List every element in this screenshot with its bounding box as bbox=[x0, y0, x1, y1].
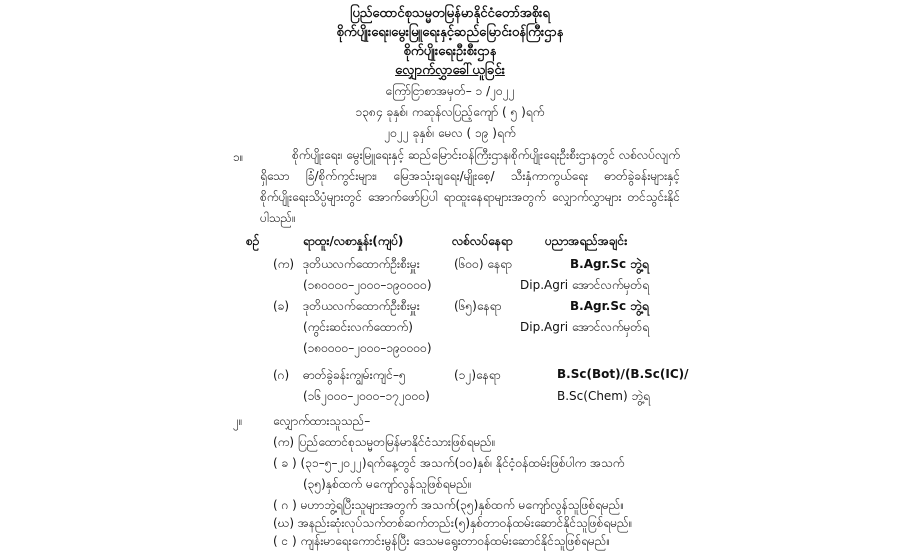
table-header-post: ရာထူး/လစာနှုန်း(ကျပ်) bbox=[303, 234, 404, 248]
row-b-scale: (၁၈၀၀၀၀–၂၀၀၀–၁၉၀၀၀၀) bbox=[303, 341, 432, 355]
table-header-qualification: ပညာအရည်အချင်း bbox=[545, 234, 628, 248]
para1-number: ၁။ bbox=[233, 150, 244, 164]
row-b-vacancy: (၆၅)နေရာ bbox=[454, 299, 502, 313]
requirement-e: ( င ) ကျန်းမာရေးကောင်းမွန်ပြီး ဒေသမရွေးတာဝန်ထမ်းဆောင်နိုင်သူဖြစ်ရမည်။ bbox=[273, 534, 611, 548]
row-b-post-detail: (ကွင်းဆင်းလက်ထောက်) bbox=[303, 320, 413, 334]
row-c-no: (ဂ) bbox=[273, 368, 290, 382]
header-department: စိုက်ပျိုးရေးဦးစီးဌာန bbox=[403, 44, 497, 59]
table-header-vacancy: လစ်လပ်နေရာ bbox=[452, 234, 513, 248]
row-c-scale: (၁၆၂၀၀၀–၂၀၀၀–၁၇၂၀၀၀) bbox=[303, 389, 430, 403]
requirement-c: ( ဂ ) မဟာဘွဲ့ရပြီးသူများအတွက် အသက်(၃၅)နှစ်ထက် မကျော်လွန်သူဖြစ်ရမည်။ bbox=[273, 498, 625, 512]
para1-body: စိုက်ပျိုးရေး၊ မွေးမြူရေးနှင့် ဆည်မြောင်းဝန်ကြီးဌာန၊စိုက်ပျိုးရေးဦးစီးဌာနတွင် လစ်လပ်လျက်ရှိသော ခြံ/စိုက်ကွင်းများ၊ မြေအသုံးချရေး/မျိုးစေ့/ သီးနှံကာကွယ်ရေး ဓာတ်ခွဲခန်းများနှင့် စိုက်ပျိုးရေးသိပ္ပံများတွင် အောက်ဖော်ပြပါ ရာထူးနေရာများအတွက် လျှောက်လွှာများ တင်သွင်းနိုင်ပါသည်။ bbox=[260, 148, 680, 225]
row-c-qualification-1: B.Sc(Bot)/(B.Sc(IC)/ bbox=[557, 367, 689, 381]
requirement-b: ( ခ ) (၃၁–၅–၂၀၂၂)ရက်နေ့တွင် အသက်(၁၀)နှစ်၊ နိုင်ငံ့ဝန်ထမ်းဖြစ်ပါက အသက် bbox=[273, 456, 625, 470]
header-ministry: စိုက်ပျိုးရေး၊မွေးမြူရေးနှင့်ဆည်မြောင်းဝန်ကြီးဌာန bbox=[336, 25, 564, 40]
section2-number: ၂။ bbox=[233, 414, 243, 428]
requirement-b-continued: (၃၅)နှစ်ထက် မကျော်လွန်သူဖြစ်ရမည်။ bbox=[303, 477, 472, 491]
gregorian-date: ၂၀၂၂ ခုနှစ်၊ မေလ ( ၁၉ )ရက် bbox=[384, 126, 516, 140]
row-c-vacancy: (၁၂)နေရာ bbox=[454, 368, 501, 382]
section2-heading: လျှောက်ထားသူသည်– bbox=[273, 414, 371, 428]
myanmar-date: ၁၃၈၄ ခုနှစ်၊ ကဆုန်လပြည့်ကျော် ( ၅ )ရက် bbox=[355, 105, 545, 119]
requirement-a: (က) ပြည်ထောင်စုသမ္မတမြန်မာနိုင်ငံသားဖြစ်ရမည်။ bbox=[273, 435, 496, 449]
requirement-d: (ဃ) အနည်းဆုံးလုပ်သက်တစ်ဆက်တည်း(၅)နှစ်တာဝန်ထမ်းဆောင်နိုင်သူဖြစ်ရမည်။ bbox=[273, 516, 633, 530]
row-b-qualification-2: Dip.Agri အောင်လက်မှတ်ရ bbox=[520, 320, 649, 334]
row-b-post: ဒုတိယလက်ထောက်ဦးစီးမှူး bbox=[303, 299, 420, 313]
row-a-no: (က) bbox=[273, 257, 295, 271]
row-a-qualification-1: B.Agr.Sc ဘွဲ့ရ bbox=[570, 257, 649, 271]
row-b-no: (ခ) bbox=[273, 299, 290, 313]
table-header-no: စဉ် bbox=[246, 234, 260, 248]
row-a-qualification-2: Dip.Agri အောင်လက်မှတ်ရ bbox=[520, 278, 649, 292]
row-c-post: ဓာတ်ခွဲခန်းကျွမ်းကျင်–၅ bbox=[303, 368, 406, 382]
notice-number: ကြော်ငြာစာအမှတ်– ၁ /၂၀၂၂ bbox=[385, 84, 515, 98]
header-government: ပြည်ထောင်စုသမ္မတမြန်မာနိုင်ငံတော်အစိုးရ bbox=[350, 6, 550, 21]
row-c-qualification-2: B.Sc(Chem) ဘွဲ့ရ bbox=[557, 389, 650, 403]
para1-text bbox=[260, 145, 680, 229]
row-a-scale: (၁၈၀၀၀၀–၂၀၀၀–၁၉၀၀၀၀) bbox=[303, 278, 432, 292]
notice-title: လျှောက်လွှာခေါ်ယူခြင်း bbox=[395, 63, 505, 78]
row-a-vacancy: (၆၀၀) နေရာ bbox=[454, 257, 512, 271]
row-a-post: ဒုတိယလက်ထောက်ဦးစီးမှူး bbox=[303, 257, 420, 271]
row-b-qualification-1: B.Agr.Sc ဘွဲ့ရ bbox=[570, 299, 649, 313]
